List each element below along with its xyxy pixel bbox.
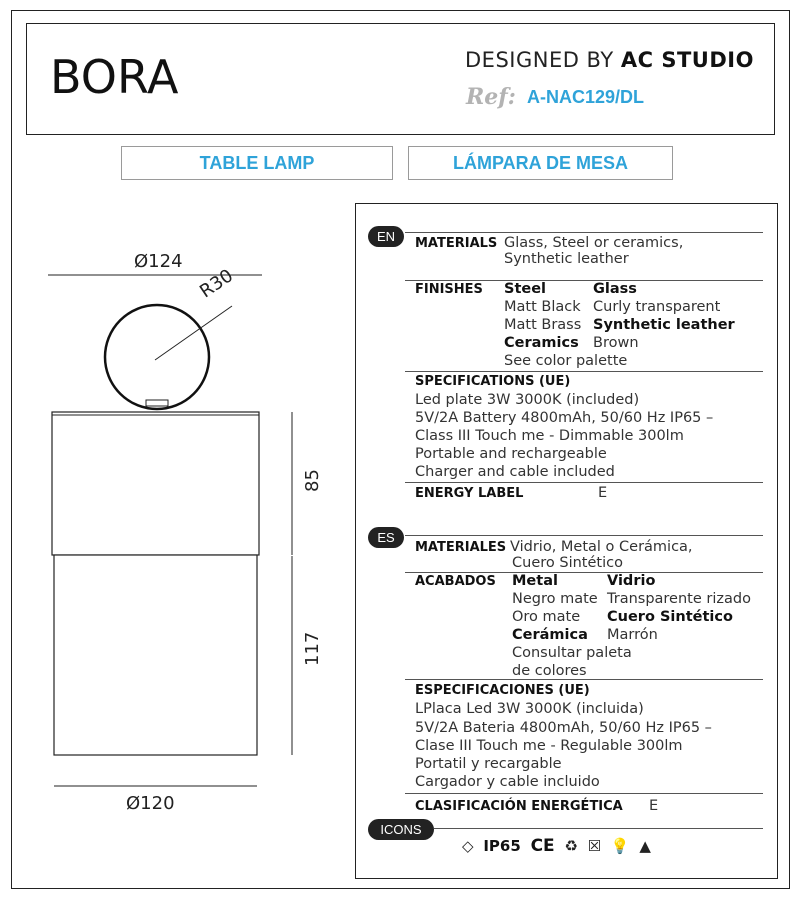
- divider: [405, 793, 763, 794]
- category-en: TABLE LAMP: [121, 146, 393, 180]
- divider: [405, 280, 763, 281]
- certification-icons: [462, 836, 656, 856]
- es-spec-line: 5V/2A Bateria 4800mAh, 50/60 Hz IP65 –: [415, 720, 712, 736]
- glass-globe: [105, 305, 209, 409]
- es-energy-label: CLASIFICACIÓN ENERGÉTICA: [415, 799, 623, 814]
- designed-by-studio: AC STUDIO: [620, 48, 754, 72]
- es-materials-line1: Vidrio, Metal o Cerámica,: [510, 539, 693, 555]
- icons-badge: ICONS: [368, 819, 434, 840]
- en-finish-steel: Steel: [504, 281, 547, 297]
- lower-height-label: 117: [302, 631, 323, 666]
- en-spec-line: Portable and rechargeable: [415, 446, 607, 462]
- product-name: BORA: [50, 50, 179, 104]
- lower-body: [54, 555, 257, 755]
- es-finish-vidrio: Vidrio: [607, 573, 656, 589]
- en-spec-line: Charger and cable included: [415, 464, 615, 480]
- es-energy-value: E: [649, 798, 659, 814]
- es-finish-item: Negro mate: [512, 591, 598, 607]
- es-materials-label: MATERIALES: [415, 540, 507, 555]
- bulb-icon: 💡: [610, 837, 630, 855]
- ref-value: A-NAC129/DL: [527, 87, 645, 107]
- upper-body: [52, 412, 259, 555]
- en-spec-line: 5V/2A Battery 4800mAh, 50/60 Hz IP65 –: [415, 410, 714, 426]
- es-badge: ES: [368, 527, 404, 548]
- globe-base-plate: [146, 400, 168, 406]
- es-finish-ceramica: Cerámica: [512, 627, 588, 643]
- es-finish-item: Oro mate: [512, 609, 581, 625]
- divider: [405, 232, 763, 233]
- ref-label: Ref:: [466, 84, 516, 110]
- divider: [405, 535, 763, 536]
- es-materials-line2: Cuero Sintético: [512, 555, 623, 571]
- en-finish-item: Curly transparent: [593, 299, 721, 315]
- bottom-diameter-label: Ø120: [126, 793, 175, 814]
- en-energy-value: E: [598, 485, 608, 501]
- es-finish-cuero: Cuero Sintético: [607, 609, 733, 625]
- category-es: LÁMPARA DE MESA: [408, 146, 673, 180]
- top-diameter-label: Ø124: [134, 251, 183, 272]
- divider: [405, 482, 763, 483]
- es-finish-item: Transparente rizado: [607, 591, 751, 607]
- es-finish-note: Consultar paleta: [512, 645, 632, 661]
- en-materials-label: MATERIALS: [415, 236, 498, 251]
- es-spec-line: Cargador y cable incluido: [415, 774, 600, 790]
- en-badge: EN: [368, 226, 404, 247]
- en-spec-line: Led plate 3W 3000K (included): [415, 392, 640, 408]
- ip-rating-icon: IP65: [483, 837, 521, 855]
- es-spec-label: ESPECIFICACIONES (UE): [415, 683, 590, 698]
- en-finishes-label: FINISHES: [415, 282, 483, 297]
- es-spec-line: Clase III Touch me - Regulable 300lm: [415, 738, 683, 754]
- es-spec-line: Portatil y recargable: [415, 756, 562, 772]
- en-spec-line: Class III Touch me - Dimmable 300lm: [415, 428, 684, 444]
- en-finish-ceramics: Ceramics: [504, 335, 579, 351]
- divider: [405, 371, 763, 372]
- crossed-bin-icon: ☒: [587, 837, 602, 855]
- diamond-icon: ◇: [462, 837, 474, 855]
- designed-by: [465, 48, 754, 72]
- recycle-icon: ♻: [564, 837, 578, 855]
- es-finish-item: Marrón: [607, 627, 658, 643]
- technical-drawing: [0, 0, 355, 900]
- en-materials-line1: Glass, Steel or ceramics,: [504, 235, 684, 251]
- divider: [405, 679, 763, 680]
- en-finish-item: Matt Black: [504, 299, 581, 315]
- divider: [405, 572, 763, 573]
- en-finish-glass: Glass: [593, 281, 637, 297]
- radius-line: [155, 306, 232, 360]
- es-finish-note: de colores: [512, 663, 587, 679]
- es-finish-metal: Metal: [512, 573, 558, 589]
- en-finish-item: Matt Brass: [504, 317, 582, 333]
- radius-label: R30: [196, 265, 238, 303]
- en-spec-label: SPECIFICATIONS (UE): [415, 374, 571, 389]
- en-materials-line2: Synthetic leather: [504, 251, 629, 267]
- upper-height-label: 85: [302, 469, 323, 492]
- es-spec-line: LPlaca Led 3W 3000K (incluida): [415, 701, 644, 717]
- en-finish-item: Brown: [593, 335, 639, 351]
- en-finish-note: See color palette: [504, 353, 628, 369]
- designed-by-prefix: DESIGNED BY: [465, 48, 614, 72]
- en-finish-synthetic-leather: Synthetic leather: [593, 317, 735, 333]
- en-energy-label: ENERGY LABEL: [415, 486, 524, 501]
- ce-mark-icon: CE: [530, 836, 555, 856]
- es-finishes-label: ACABADOS: [415, 574, 496, 589]
- energy-class-icon: ▲: [639, 837, 651, 855]
- divider: [434, 828, 763, 829]
